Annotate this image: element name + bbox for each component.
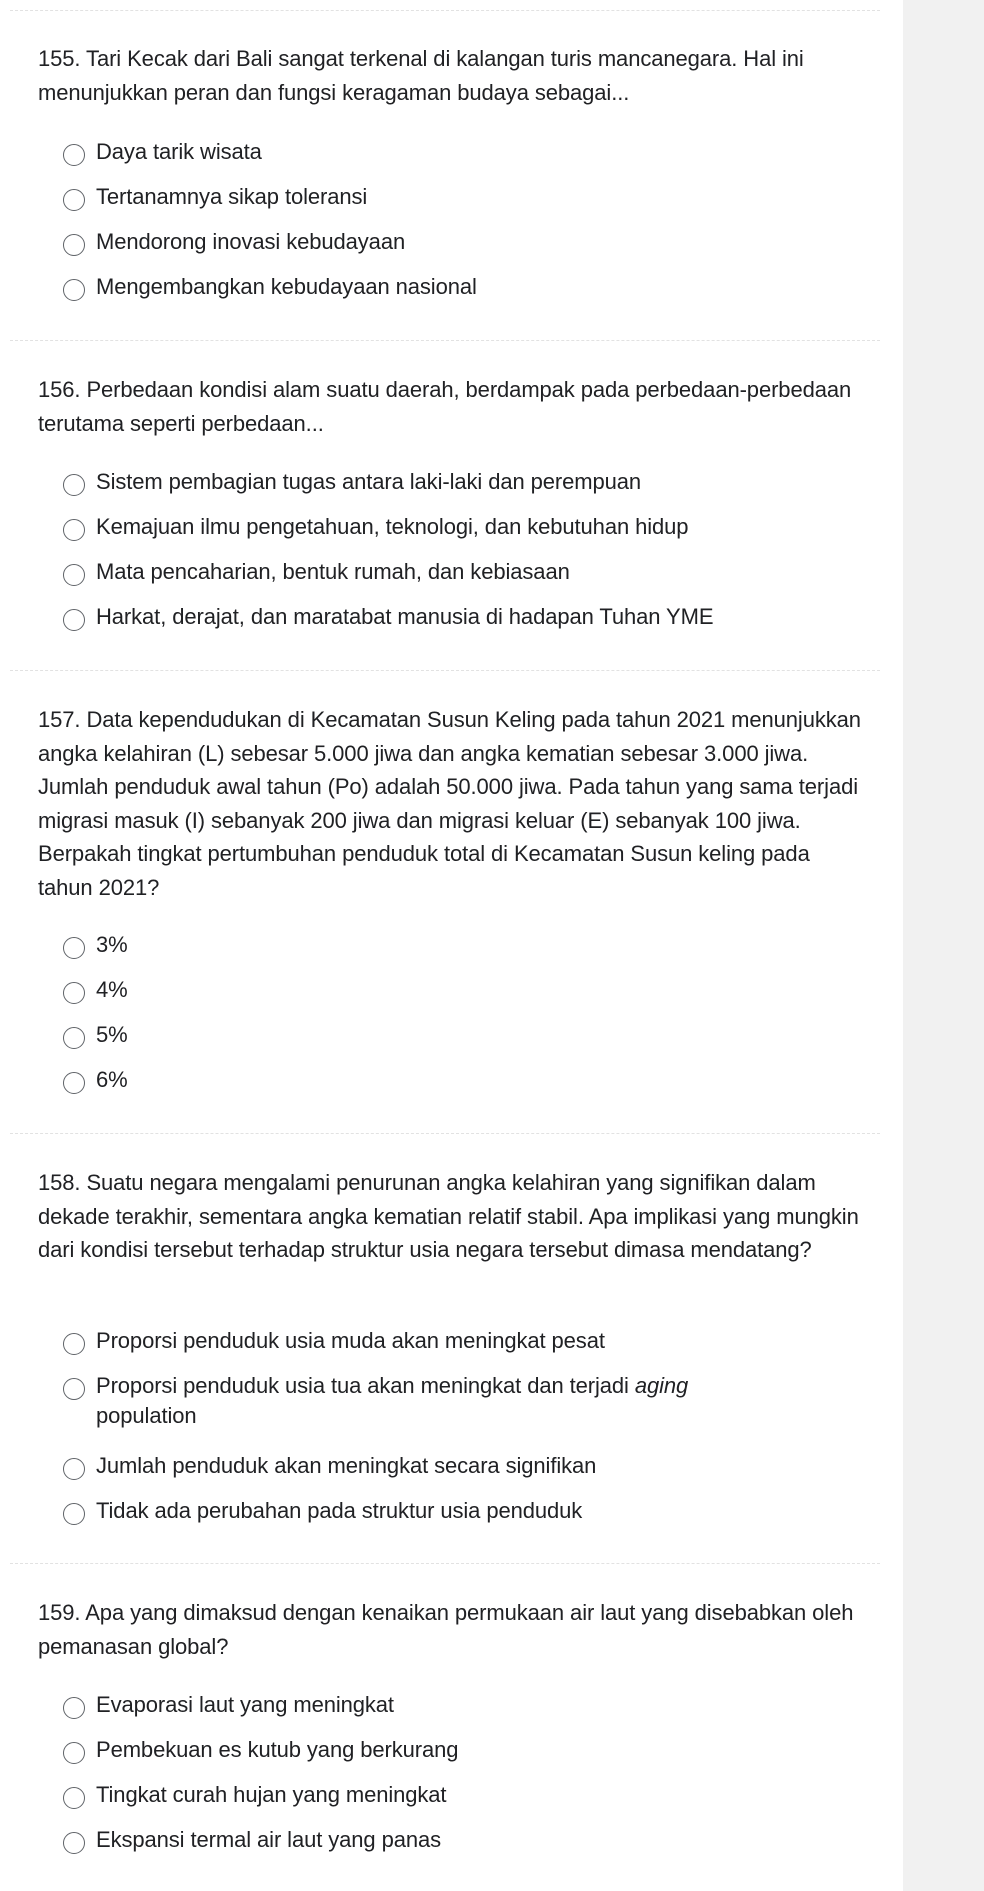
question-159-options [0,1686,903,1866]
option-label: Sistem pembagian tugas antara laki-laki dan perempuan [96,469,642,494]
question-158-options [0,1322,903,1537]
section-divider [10,1133,880,1134]
option-label: 4% [96,977,128,1002]
option-label: Tertanamnya sikap toleransi [96,184,368,209]
option-label: Proporsi penduduk usia muda akan meningkat pesat [96,1328,605,1353]
section-divider [10,10,880,11]
radio-button[interactable] [63,519,85,541]
option-label: Evaporasi laut yang meningkat [96,1692,394,1717]
question-body: Apa yang dimaksud dengan kenaikan permukaan air laut yang disebabkan oleh pemanasan global? [38,1600,854,1659]
radio-option[interactable] [0,1731,903,1776]
radio-option[interactable] [0,1776,903,1821]
radio-button[interactable] [63,1503,85,1525]
radio-option[interactable] [0,1367,903,1447]
radio-button[interactable] [63,609,85,631]
radio-button[interactable] [63,1787,85,1809]
radio-button[interactable] [63,1333,85,1355]
option-label: Harkat, derajat, dan maratabat manusia di hadapan Tuhan YME [96,604,714,629]
question-156-text [38,373,868,440]
question-158-text [38,1166,868,1267]
radio-button[interactable] [63,1072,85,1094]
question-155-text [38,42,868,109]
radio-button[interactable] [63,1742,85,1764]
radio-option[interactable] [0,1447,903,1492]
option-label: Pembekuan es kutub yang berkurang [96,1737,459,1762]
option-label: Tidak ada perubahan pada struktur usia penduduk [96,1498,583,1523]
radio-option[interactable] [0,971,903,1016]
option-label-italic: aging [634,1373,689,1398]
option-label [96,1371,843,1431]
radio-option[interactable] [0,508,903,553]
radio-button[interactable] [63,144,85,166]
question-155-options [0,133,903,313]
radio-button[interactable] [63,1832,85,1854]
radio-button[interactable] [63,1697,85,1719]
radio-option[interactable] [0,1821,903,1866]
radio-option[interactable] [0,268,903,313]
radio-button[interactable] [63,1378,85,1400]
radio-button[interactable] [63,937,85,959]
question-157-options [0,926,903,1106]
question-body: Tari Kecak dari Bali sangat terkenal di kalangan turis mancanegara. Hal ini menunjukkan peran dan fungsi keragaman budaya sebagai... [38,46,804,105]
radio-button[interactable] [63,1027,85,1049]
radio-option[interactable] [0,178,903,223]
question-number: 157. [38,707,81,732]
option-label-tail: population [96,1403,197,1428]
question-number: 158. [38,1170,81,1195]
radio-option[interactable] [0,926,903,971]
section-divider [10,340,880,341]
radio-button[interactable] [63,279,85,301]
radio-button[interactable] [63,189,85,211]
radio-option[interactable] [0,463,903,508]
question-number: 156. [38,377,81,402]
option-label-text: Proporsi penduduk usia tua akan meningkat dan terjadi [96,1373,629,1398]
option-label: 5% [96,1022,128,1047]
radio-option[interactable] [0,553,903,598]
radio-option[interactable] [0,1016,903,1061]
section-divider [10,1563,880,1564]
radio-button[interactable] [63,474,85,496]
radio-option[interactable] [0,133,903,178]
radio-option[interactable] [0,223,903,268]
radio-button[interactable] [63,982,85,1004]
question-body: Data kependudukan di Kecamatan Susun Keling pada tahun 2021 menunjukkan angka kelahiran (L) sebesar 5.000 jiwa dan angka kematian sebesar 3.000 jiwa. Jumlah penduduk awal tahun (Po) adalah 50.000 jiwa. Pada tahun yang sama terjadi migrasi masuk (I) sebanyak 200 jiwa dan migrasi keluar (E) sebanyak 100 jiwa. Berpakah tingkat pertumbuhan penduduk total di Kecamatan Susun keling pada tahun 2021? [38,707,861,900]
option-label: Ekspansi termal air laut yang panas [96,1827,442,1852]
option-label: Mendorong inovasi kebudayaan [96,229,406,254]
option-label: Jumlah penduduk akan meningkat secara signifikan [96,1453,597,1478]
radio-option[interactable] [0,1322,903,1367]
option-label: 6% [96,1067,128,1092]
radio-button[interactable] [63,1458,85,1480]
question-body: Perbedaan kondisi alam suatu daerah, berdampak pada perbedaan-perbedaan terutama seperti perbedaan... [38,377,852,436]
radio-option[interactable] [0,1686,903,1731]
question-159-text [38,1596,868,1663]
option-label: Mengembangkan kebudayaan nasional [96,274,477,299]
question-number: 159. [38,1600,81,1625]
radio-button[interactable] [63,564,85,586]
question-156-options [0,463,903,643]
radio-option[interactable] [0,1492,903,1537]
question-number: 155. [38,46,81,71]
question-body: Suatu negara mengalami penurunan angka kelahiran yang signifikan dalam dekade terakhir, sementara angka kematian relatif stabil. Apa implikasi yang mungkin dari kondisi tersebut terhadap struktur usia negara tersebut dimasa mendatang? [38,1170,859,1262]
option-label: 3% [96,932,128,957]
option-label: Tingkat curah hujan yang meningkat [96,1782,447,1807]
option-label: Daya tarik wisata [96,139,262,164]
radio-option[interactable] [0,598,903,643]
option-label: Kemajuan ilmu pengetahuan, teknologi, dan kebutuhan hidup [96,514,689,539]
section-divider [10,670,880,671]
question-157-text [38,703,868,904]
scrollbar-track[interactable] [903,0,984,1891]
option-label: Mata pencaharian, bentuk rumah, dan kebiasaan [96,559,570,584]
radio-button[interactable] [63,234,85,256]
radio-option[interactable] [0,1061,903,1106]
